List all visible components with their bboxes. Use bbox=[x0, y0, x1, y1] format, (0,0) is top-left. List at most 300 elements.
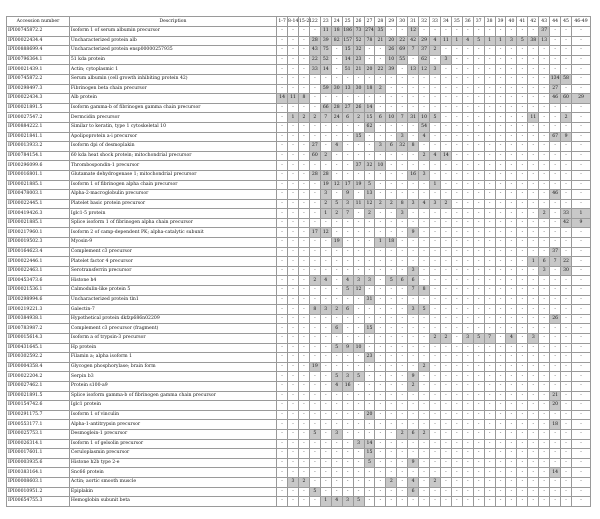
value-cell: - bbox=[386, 305, 397, 315]
value-cell: - bbox=[277, 381, 288, 391]
value-cell: - bbox=[288, 410, 299, 420]
value-cell: - bbox=[550, 295, 561, 305]
value-cell: - bbox=[386, 391, 397, 401]
value-cell: - bbox=[320, 468, 331, 478]
value-cell: - bbox=[572, 401, 591, 411]
value-cell: - bbox=[451, 65, 462, 75]
value-cell: - bbox=[419, 353, 430, 363]
value-cell: - bbox=[572, 343, 591, 353]
value-cell: - bbox=[495, 132, 506, 142]
value-cell: - bbox=[277, 487, 288, 497]
value-cell: - bbox=[277, 324, 288, 334]
value-cell: - bbox=[298, 468, 309, 478]
value-cell: - bbox=[539, 46, 550, 56]
value-cell: - bbox=[298, 65, 309, 75]
value-cell: - bbox=[561, 170, 572, 180]
value-cell: - bbox=[342, 458, 353, 468]
value-cell: - bbox=[277, 458, 288, 468]
value-cell: - bbox=[506, 84, 517, 94]
value-cell: - bbox=[397, 372, 408, 382]
value-cell: - bbox=[386, 372, 397, 382]
value-cell: - bbox=[430, 27, 441, 37]
value-cell: 15 bbox=[364, 113, 375, 123]
value-cell: - bbox=[550, 429, 561, 439]
description-cell: Iglc1 protein bbox=[69, 401, 276, 411]
value-cell: - bbox=[386, 122, 397, 132]
value-cell: - bbox=[495, 238, 506, 248]
value-cell: - bbox=[484, 132, 495, 142]
value-cell: - bbox=[495, 458, 506, 468]
table-row bbox=[7, 429, 591, 439]
description-cell: Filamin a; alpha isoform 1 bbox=[69, 353, 276, 363]
value-cell: - bbox=[572, 429, 591, 439]
value-cell: - bbox=[331, 170, 342, 180]
value-cell: 33 bbox=[561, 209, 572, 219]
value-cell: - bbox=[440, 170, 451, 180]
value-cell: - bbox=[506, 218, 517, 228]
value-cell: - bbox=[440, 161, 451, 171]
value-cell: - bbox=[419, 295, 430, 305]
value-cell: 2 bbox=[320, 199, 331, 209]
column-header: 1-7 bbox=[277, 17, 288, 27]
value-cell: - bbox=[473, 238, 484, 248]
value-cell: - bbox=[473, 305, 484, 315]
value-cell: - bbox=[419, 314, 430, 324]
value-cell: 35 bbox=[375, 27, 386, 37]
value-cell: - bbox=[440, 113, 451, 123]
accession-cell: IPI00019502.3 bbox=[7, 238, 70, 248]
value-cell: - bbox=[550, 161, 561, 171]
value-cell: - bbox=[430, 161, 441, 171]
value-cell: - bbox=[397, 218, 408, 228]
value-cell: - bbox=[298, 257, 309, 267]
value-cell: - bbox=[364, 314, 375, 324]
value-cell: 78 bbox=[364, 36, 375, 46]
value-cell: - bbox=[309, 27, 320, 37]
value-cell: - bbox=[408, 314, 419, 324]
value-cell: - bbox=[462, 113, 473, 123]
value-cell: - bbox=[517, 286, 528, 296]
accession-cell: IPI00888699.4 bbox=[7, 46, 70, 56]
value-cell: - bbox=[364, 362, 375, 372]
value-cell: - bbox=[397, 190, 408, 200]
value-cell: 18 bbox=[331, 27, 342, 37]
value-cell: 42 bbox=[408, 36, 419, 46]
value-cell: - bbox=[506, 381, 517, 391]
value-cell: - bbox=[288, 142, 299, 152]
value-cell: - bbox=[397, 497, 408, 507]
value-cell: 4 bbox=[419, 199, 430, 209]
value-cell: - bbox=[397, 122, 408, 132]
value-cell: - bbox=[484, 420, 495, 430]
value-cell: - bbox=[572, 238, 591, 248]
value-cell: - bbox=[473, 247, 484, 257]
value-cell: - bbox=[484, 343, 495, 353]
value-cell: 15 bbox=[364, 324, 375, 334]
value-cell: - bbox=[473, 46, 484, 56]
accession-cell: IPI00154742.6 bbox=[7, 401, 70, 411]
value-cell: - bbox=[419, 27, 430, 37]
value-cell: - bbox=[440, 276, 451, 286]
value-cell: - bbox=[561, 199, 572, 209]
value-cell: 62 bbox=[364, 122, 375, 132]
value-cell: - bbox=[550, 46, 561, 56]
value-cell: - bbox=[331, 353, 342, 363]
table-row bbox=[7, 468, 591, 478]
value-cell: - bbox=[517, 497, 528, 507]
value-cell: - bbox=[473, 228, 484, 238]
value-cell: - bbox=[572, 151, 591, 161]
value-cell: - bbox=[561, 55, 572, 65]
value-cell: - bbox=[451, 276, 462, 286]
value-cell: - bbox=[320, 314, 331, 324]
table-row bbox=[7, 276, 591, 286]
value-cell: - bbox=[298, 305, 309, 315]
value-cell: - bbox=[277, 343, 288, 353]
value-cell: - bbox=[430, 314, 441, 324]
value-cell: - bbox=[342, 362, 353, 372]
description-cell: Glycogen phosphorylase; brain form bbox=[69, 362, 276, 372]
value-cell: - bbox=[430, 238, 441, 248]
value-cell: 31 bbox=[408, 113, 419, 123]
value-cell: - bbox=[375, 497, 386, 507]
value-cell: 3 bbox=[408, 266, 419, 276]
value-cell: - bbox=[506, 151, 517, 161]
value-cell: - bbox=[386, 170, 397, 180]
value-cell: 29 bbox=[572, 94, 591, 104]
value-cell: - bbox=[430, 132, 441, 142]
value-cell: - bbox=[331, 487, 342, 497]
value-cell: - bbox=[386, 257, 397, 267]
description-cell: Actin; cytoplasmic 1 bbox=[69, 65, 276, 75]
value-cell: - bbox=[320, 122, 331, 132]
value-cell: - bbox=[430, 228, 441, 238]
value-cell: - bbox=[386, 94, 397, 104]
value-cell: - bbox=[386, 247, 397, 257]
value-cell: 9 bbox=[408, 458, 419, 468]
value-cell: - bbox=[408, 362, 419, 372]
column-header: 24 bbox=[331, 17, 342, 27]
value-cell: - bbox=[451, 372, 462, 382]
accession-cell: IPI00022434.3 bbox=[7, 94, 70, 104]
table-row bbox=[7, 362, 591, 372]
protein-spot-table bbox=[6, 16, 591, 507]
value-cell: - bbox=[473, 218, 484, 228]
value-cell: - bbox=[288, 372, 299, 382]
value-cell: 11 bbox=[288, 94, 299, 104]
value-cell: 3 bbox=[353, 276, 364, 286]
accession-cell: IPI00783987.2 bbox=[7, 324, 70, 334]
accession-cell: IPI00022434.4 bbox=[7, 36, 70, 46]
value-cell: - bbox=[550, 103, 561, 113]
value-cell: - bbox=[473, 420, 484, 430]
value-cell: - bbox=[572, 314, 591, 324]
table-row bbox=[7, 314, 591, 324]
value-cell: 67 bbox=[550, 132, 561, 142]
value-cell: - bbox=[484, 190, 495, 200]
value-cell: - bbox=[517, 410, 528, 420]
value-cell: - bbox=[539, 362, 550, 372]
value-cell: - bbox=[550, 218, 561, 228]
value-cell: - bbox=[309, 122, 320, 132]
value-cell: 22 bbox=[561, 257, 572, 267]
value-cell: 11 bbox=[320, 27, 331, 37]
value-cell: - bbox=[484, 151, 495, 161]
value-cell: - bbox=[451, 295, 462, 305]
value-cell: - bbox=[462, 477, 473, 487]
value-cell: - bbox=[309, 324, 320, 334]
accession-cell: IPI00219221.3 bbox=[7, 305, 70, 315]
value-cell: - bbox=[298, 161, 309, 171]
value-cell: - bbox=[451, 381, 462, 391]
value-cell: - bbox=[473, 410, 484, 420]
value-cell: - bbox=[561, 228, 572, 238]
value-cell: - bbox=[277, 497, 288, 507]
value-cell: - bbox=[440, 132, 451, 142]
value-cell: - bbox=[561, 142, 572, 152]
value-cell: - bbox=[440, 122, 451, 132]
value-cell: - bbox=[342, 449, 353, 459]
value-cell: - bbox=[528, 362, 539, 372]
value-cell: - bbox=[462, 103, 473, 113]
value-cell: - bbox=[298, 449, 309, 459]
value-cell: - bbox=[386, 401, 397, 411]
value-cell: - bbox=[419, 276, 430, 286]
value-cell: 26 bbox=[353, 103, 364, 113]
value-cell: - bbox=[484, 199, 495, 209]
value-cell: - bbox=[495, 55, 506, 65]
value-cell: - bbox=[288, 161, 299, 171]
value-cell: - bbox=[288, 401, 299, 411]
value-cell: - bbox=[451, 401, 462, 411]
value-cell: - bbox=[462, 55, 473, 65]
column-header: 46-49 bbox=[572, 17, 591, 27]
value-cell: - bbox=[309, 420, 320, 430]
value-cell: 59 bbox=[320, 84, 331, 94]
value-cell: - bbox=[517, 276, 528, 286]
value-cell: - bbox=[375, 477, 386, 487]
value-cell: - bbox=[550, 170, 561, 180]
value-cell: - bbox=[430, 458, 441, 468]
value-cell: - bbox=[539, 401, 550, 411]
description-cell: Histone h4 bbox=[69, 276, 276, 286]
value-cell: - bbox=[462, 170, 473, 180]
value-cell: - bbox=[408, 353, 419, 363]
value-cell: 3 bbox=[419, 170, 430, 180]
value-cell: - bbox=[342, 161, 353, 171]
description-cell: 51 kda protein bbox=[69, 55, 276, 65]
accession-cell: IPI00164623.4 bbox=[7, 247, 70, 257]
value-cell: - bbox=[451, 113, 462, 123]
value-cell: - bbox=[342, 238, 353, 248]
value-cell: - bbox=[484, 266, 495, 276]
value-cell: - bbox=[572, 487, 591, 497]
column-header: 27 bbox=[364, 17, 375, 27]
value-cell: - bbox=[495, 362, 506, 372]
value-cell: - bbox=[495, 180, 506, 190]
value-cell: - bbox=[517, 238, 528, 248]
value-cell: - bbox=[386, 343, 397, 353]
value-cell: - bbox=[298, 353, 309, 363]
value-cell: - bbox=[484, 27, 495, 37]
value-cell: - bbox=[288, 228, 299, 238]
value-cell: - bbox=[528, 180, 539, 190]
value-cell: 9 bbox=[572, 218, 591, 228]
value-cell: - bbox=[353, 94, 364, 104]
value-cell: - bbox=[572, 122, 591, 132]
value-cell: - bbox=[495, 381, 506, 391]
value-cell: 2 bbox=[440, 334, 451, 344]
value-cell: - bbox=[309, 391, 320, 401]
value-cell: - bbox=[364, 372, 375, 382]
value-cell: 22 bbox=[309, 55, 320, 65]
value-cell: - bbox=[539, 180, 550, 190]
value-cell: - bbox=[462, 27, 473, 37]
table-body bbox=[7, 27, 591, 507]
value-cell: - bbox=[353, 324, 364, 334]
value-cell: - bbox=[572, 305, 591, 315]
value-cell: - bbox=[451, 190, 462, 200]
description-cell: Isoform 1 of serum albumin precursor bbox=[69, 27, 276, 37]
value-cell: 5 bbox=[473, 334, 484, 344]
value-cell: - bbox=[528, 238, 539, 248]
value-cell: - bbox=[484, 170, 495, 180]
value-cell: - bbox=[572, 199, 591, 209]
value-cell: - bbox=[298, 27, 309, 37]
accession-cell: IPI00302592.2 bbox=[7, 353, 70, 363]
value-cell: - bbox=[353, 74, 364, 84]
value-cell: - bbox=[430, 429, 441, 439]
value-cell: - bbox=[451, 353, 462, 363]
value-cell: 26 bbox=[386, 46, 397, 56]
value-cell: - bbox=[473, 362, 484, 372]
table-row bbox=[7, 151, 591, 161]
value-cell: - bbox=[298, 199, 309, 209]
value-cell: - bbox=[397, 228, 408, 238]
value-cell: - bbox=[451, 27, 462, 37]
value-cell: - bbox=[517, 199, 528, 209]
value-cell: 75 bbox=[320, 46, 331, 56]
value-cell: - bbox=[364, 391, 375, 401]
value-cell: - bbox=[462, 295, 473, 305]
value-cell: 2 bbox=[408, 381, 419, 391]
value-cell: - bbox=[277, 132, 288, 142]
value-cell: - bbox=[342, 218, 353, 228]
value-cell: - bbox=[517, 401, 528, 411]
value-cell: - bbox=[331, 439, 342, 449]
value-cell: - bbox=[473, 372, 484, 382]
value-cell: - bbox=[386, 266, 397, 276]
value-cell: - bbox=[473, 257, 484, 267]
value-cell: - bbox=[572, 142, 591, 152]
value-cell: - bbox=[353, 190, 364, 200]
value-cell: - bbox=[484, 449, 495, 459]
value-cell: 4 bbox=[320, 276, 331, 286]
table-row bbox=[7, 36, 591, 46]
value-cell: 5 bbox=[419, 305, 430, 315]
value-cell: - bbox=[288, 27, 299, 37]
value-cell: - bbox=[342, 247, 353, 257]
value-cell: - bbox=[517, 372, 528, 382]
value-cell: - bbox=[331, 276, 342, 286]
value-cell: - bbox=[309, 477, 320, 487]
value-cell: - bbox=[451, 151, 462, 161]
column-header: 34 bbox=[440, 17, 451, 27]
value-cell: - bbox=[277, 372, 288, 382]
value-cell: - bbox=[440, 497, 451, 507]
value-cell: - bbox=[506, 314, 517, 324]
value-cell: - bbox=[430, 218, 441, 228]
value-cell: - bbox=[375, 132, 386, 142]
value-cell: - bbox=[353, 429, 364, 439]
value-cell: - bbox=[506, 266, 517, 276]
accession-cell: IPI00025753.1 bbox=[7, 429, 70, 439]
value-cell: 52 bbox=[353, 36, 364, 46]
description-cell: Complement c3 precursor bbox=[69, 247, 276, 257]
value-cell: 3 bbox=[539, 266, 550, 276]
value-cell: - bbox=[353, 247, 364, 257]
value-cell: - bbox=[572, 477, 591, 487]
value-cell: - bbox=[309, 180, 320, 190]
value-cell: - bbox=[528, 266, 539, 276]
value-cell: - bbox=[572, 497, 591, 507]
value-cell: 28 bbox=[331, 103, 342, 113]
table-row bbox=[7, 401, 591, 411]
value-cell: 5 bbox=[364, 458, 375, 468]
value-cell: - bbox=[506, 477, 517, 487]
value-cell: - bbox=[550, 55, 561, 65]
value-cell: - bbox=[320, 132, 331, 142]
value-cell: - bbox=[288, 391, 299, 401]
table-row bbox=[7, 84, 591, 94]
value-cell: - bbox=[440, 305, 451, 315]
value-cell: - bbox=[484, 477, 495, 487]
value-cell: 21 bbox=[550, 391, 561, 401]
value-cell: - bbox=[430, 372, 441, 382]
value-cell: 20 bbox=[364, 410, 375, 420]
accession-cell: IPI00784154.1 bbox=[7, 151, 70, 161]
value-cell: - bbox=[517, 468, 528, 478]
value-cell: 2 bbox=[375, 84, 386, 94]
value-cell: 18 bbox=[364, 84, 375, 94]
value-cell: - bbox=[353, 410, 364, 420]
value-cell: - bbox=[495, 209, 506, 219]
value-cell: - bbox=[539, 65, 550, 75]
value-cell: - bbox=[419, 410, 430, 420]
value-cell: - bbox=[277, 27, 288, 37]
value-cell: 16 bbox=[408, 170, 419, 180]
value-cell: - bbox=[364, 257, 375, 267]
value-cell: - bbox=[364, 170, 375, 180]
value-cell: 4 bbox=[331, 381, 342, 391]
value-cell: - bbox=[517, 65, 528, 75]
value-cell: 14 bbox=[440, 151, 451, 161]
value-cell: - bbox=[288, 55, 299, 65]
value-cell: - bbox=[484, 84, 495, 94]
value-cell: - bbox=[550, 305, 561, 315]
value-cell: - bbox=[473, 209, 484, 219]
table-row bbox=[7, 449, 591, 459]
value-cell: - bbox=[473, 449, 484, 459]
accession-cell: IPI00021891.5 bbox=[7, 103, 70, 113]
value-cell: - bbox=[473, 84, 484, 94]
value-cell: - bbox=[309, 381, 320, 391]
value-cell: - bbox=[353, 487, 364, 497]
table-row bbox=[7, 132, 591, 142]
value-cell: - bbox=[419, 477, 430, 487]
value-cell: - bbox=[528, 286, 539, 296]
value-cell: - bbox=[298, 497, 309, 507]
